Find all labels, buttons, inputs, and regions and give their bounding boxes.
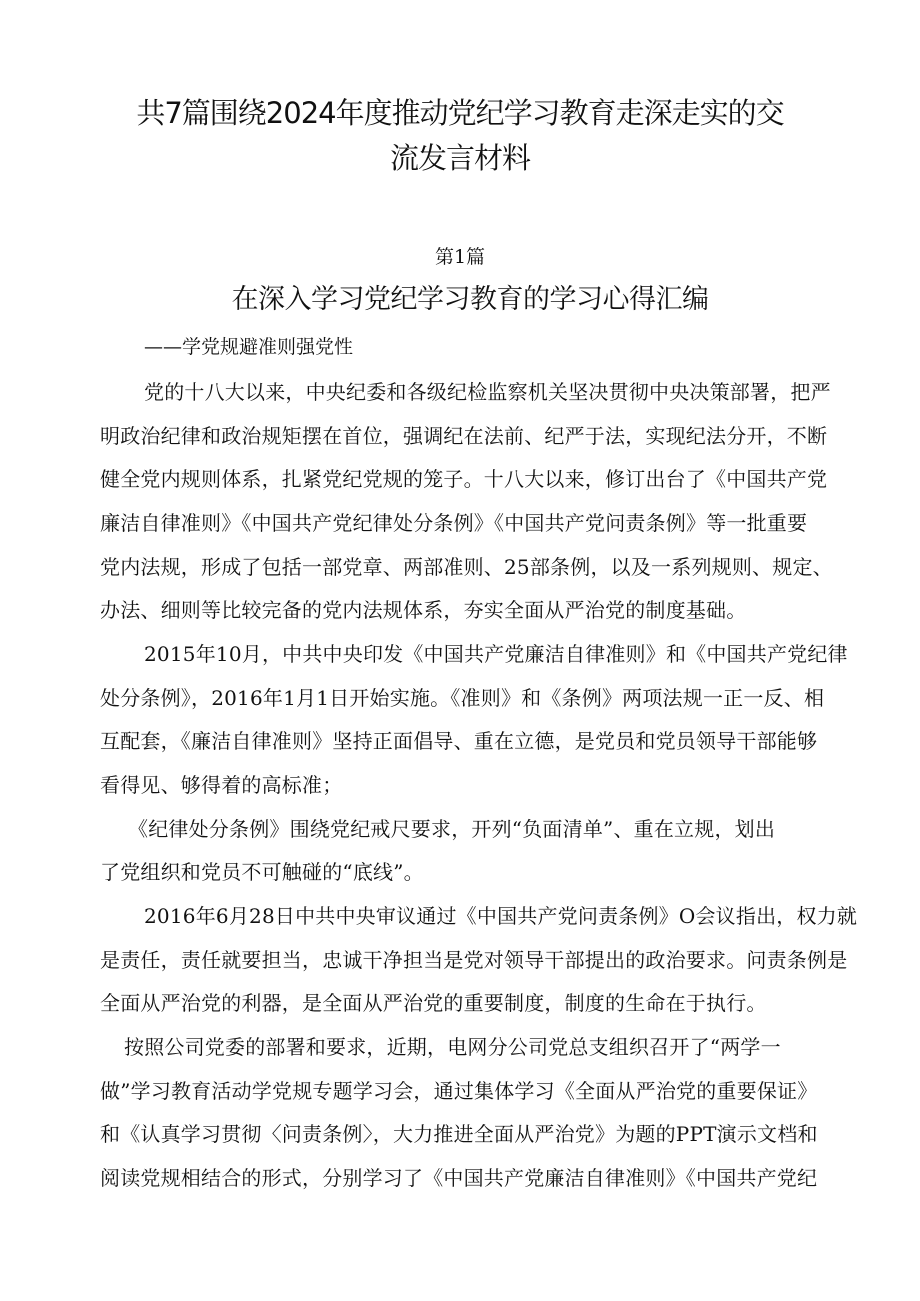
article-number: 第1篇 (434, 246, 486, 268)
body-line: 和《认真学习贯彻〈问责条例〉，大力推进全面从严治党》为题的PPT演示文档和 (100, 1122, 818, 1146)
body-line: 党的十八大以来，中央纪委和各级纪检监察机关坚决贯彻中央决策部署，把严 (144, 380, 831, 404)
body-line: 按照公司党委的部署和要求，近期，电网分公司党总支组织召开了“两学一 (124, 1035, 781, 1059)
body-line: 2016年6月28日中共中央审议通过《中国共产党问责条例》O会议指出，权力就 (144, 904, 858, 928)
body-line: 看得见、够得着的高标准； (100, 773, 343, 797)
body-line: 全面从严治党的利器，是全面从严治党的重要制度，制度的生命在于执行。 (100, 991, 767, 1015)
body-line: 是责任，责任就要担当，忠诚干净担当是党对领导干部提出的政治要求。问责条例是 (100, 948, 848, 972)
body-line: 2015年10月，中共中央印发《中国共产党廉洁自律准则》和《中国共产党纪律 (144, 642, 848, 666)
body-line: 《纪律处分条例》围绕党纪戒尺要求，开列“负面清单”、重在立规，划出 (128, 817, 776, 841)
body-line: 党内法规，形成了包括一部党章、两部准则、25部条例，以及一系列规则、规定、 (100, 555, 833, 579)
body-line: 健全党内规则体系，扎紧党纪党规的笼子。十八大以来，修订出台了《中国共产党 (100, 467, 828, 491)
article-title: 在深入学习党纪学习教育的学习心得汇编 (231, 284, 709, 315)
body-line: 明政治纪律和政治规矩摆在首位，强调纪在法前、纪严于法，实现纪法分开，不断 (100, 424, 828, 448)
article-subtitle: ——学党规避准则强党性 (144, 336, 354, 358)
document-title-line-1: 共7篇围绕2024年度推动党纪学习教育走深走实的交 (136, 96, 784, 130)
body-line: 互配套，《廉洁自律准则》坚持正面倡导、重在立德，是党员和党员领导干部能够 (100, 729, 818, 753)
body-line: 办法、细则等比较完备的党内法规体系，夯实全面从严治党的制度基础。 (100, 598, 747, 622)
body-line: 了党组织和党员不可触碰的“底线”。 (100, 860, 424, 884)
body-line: 做”学习教育活动学党规专题学习会，通过集体学习《全面从严治党的重要保证》 (100, 1079, 818, 1103)
document-title-line-2: 流发言材料 (389, 141, 530, 175)
body-line: 处分条例》，2016年1月1日开始实施。《准则》和《条例》两项法规一正一反、相 (100, 686, 825, 710)
body-line: 阅读党规相结合的形式，分别学习了《中国共产党廉洁自律准则》《中国共产党纪 (100, 1166, 818, 1190)
body-line: 廉洁自律准则》《中国共产党纪律处分条例》《中国共产党问责条例》等一批重要 (100, 511, 808, 535)
